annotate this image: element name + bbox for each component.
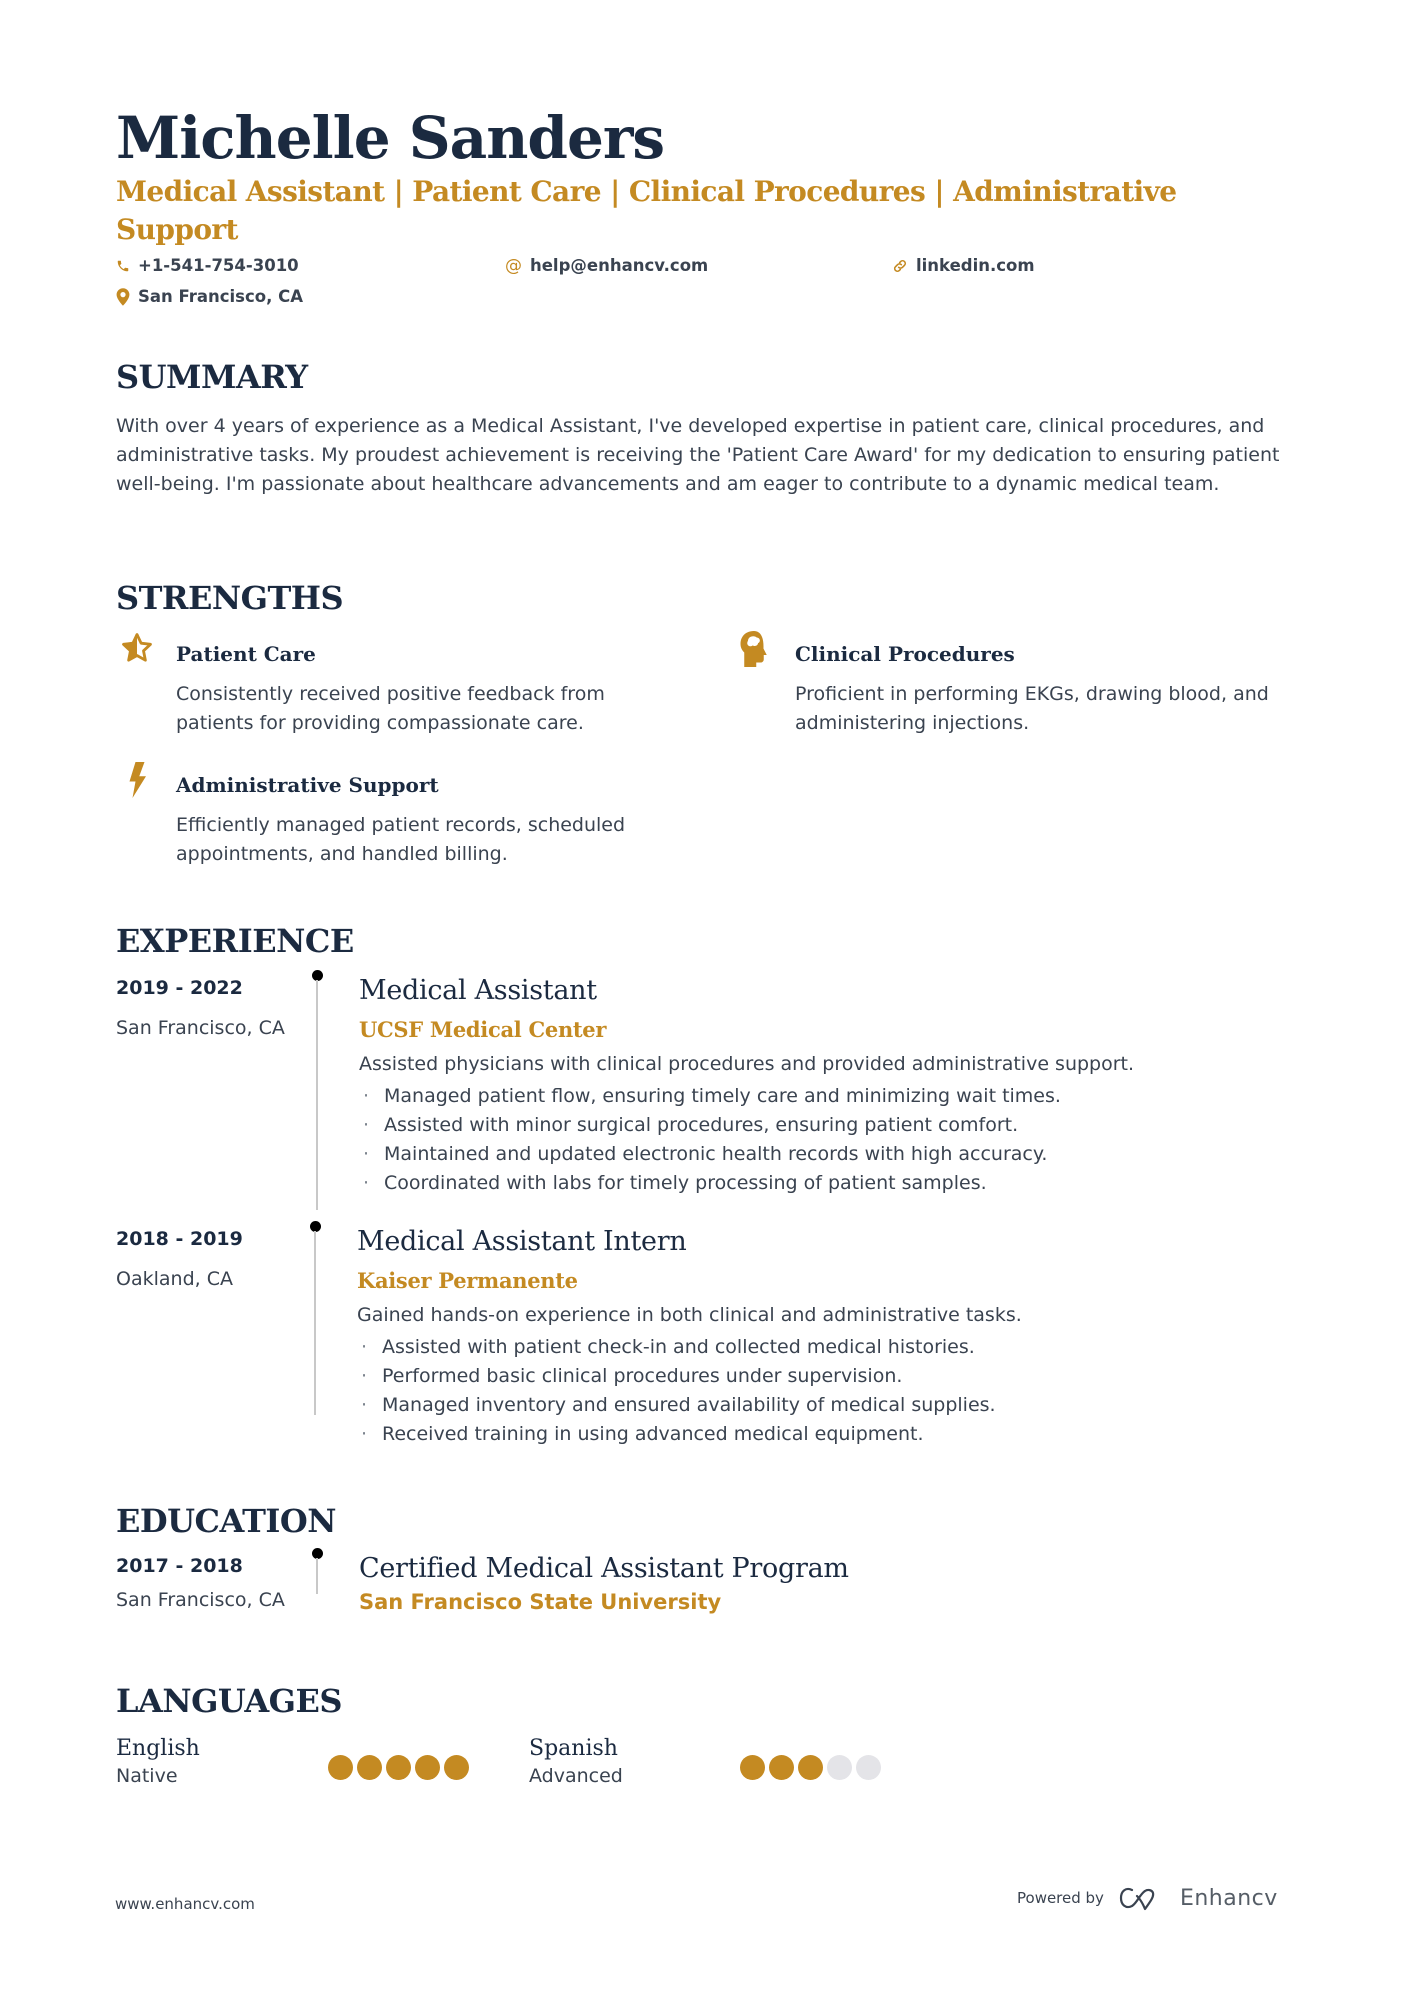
language-item [529,1735,929,1795]
job-bullet: · Maintained and updated electronic health records with high accuracy. [359,1140,1309,1169]
contact-linkedin[interactable] [892,256,1035,276]
job-role: Medical Assistant Intern [357,1226,687,1257]
link-icon [892,258,908,274]
phone-text: +1-541-754-3010 [138,256,299,275]
language-name: English [116,1736,200,1761]
rating-dot-filled [740,1755,765,1780]
job-dates: 2019 - 2022 [116,977,243,999]
at-icon: @ [505,256,522,276]
experience-heading: EXPERIENCE [116,922,354,960]
job-location: San Francisco, CA [116,1017,285,1039]
education-school: San Francisco State University [359,1590,722,1614]
job-bullet: · Managed patient flow, ensuring timely care and minimizing wait times. [359,1082,1309,1111]
language-level: Advanced [529,1765,623,1787]
location-text: San Francisco, CA [138,287,304,306]
powered-by-text: Powered by [1017,1889,1104,1907]
education-degree: Certified Medical Assistant Program [359,1553,849,1584]
rating-dot-filled [415,1755,440,1780]
summary-text: With over 4 years of experience as a Medical Assistant, I've developed expertise in patient care, clinical procedures, and administrative tasks. My proudest achievement is receiving the 'Patient Care Award' for my dedication to ensuring patient well-being. I'm passionate about healthcare advancements and am eager to contribute to a dynamic medical team. [116,415,1280,495]
enhancv-logo-icon [1118,1885,1166,1911]
contact-phone[interactable] [116,256,299,276]
half-star-icon [120,631,154,665]
job-bullet: · Managed inventory and ensured availability of medical supplies. [357,1391,1307,1420]
job-company: Kaiser Permanente [357,1268,578,1293]
job-bullet: · Assisted with patient check-in and collected medical histories. [357,1333,1307,1362]
email-text: help@enhancv.com [530,256,709,275]
footer-powered-by[interactable] [1017,1885,1278,1911]
contact-email[interactable] [505,256,708,276]
rating-dot-filled [798,1755,823,1780]
strengths-heading: STRENGTHS [116,579,344,617]
language-rating [740,1755,881,1780]
phone-icon [116,258,130,274]
timeline-line [316,1558,318,1594]
rating-dot-filled [357,1755,382,1780]
education-location: San Francisco, CA [116,1589,285,1611]
job-dates: 2018 - 2019 [116,1228,243,1250]
language-item [116,1735,516,1795]
headline: Medical Assistant | Patient Care | Clinical Procedures | Administrative Support [116,175,1177,246]
footer-website-link[interactable]: www.enhancv.com [115,1895,255,1913]
job-bullet: · Received training in using advanced medical equipment. [357,1420,1307,1449]
strength-title: Clinical Procedures [795,642,1015,666]
location-pin-icon [116,288,130,306]
strength-description: Efficiently managed patient records, scheduled appointments, and handled billing. [176,814,626,865]
job-description: Assisted physicians with clinical procedures and provided administrative support. [359,1053,1135,1075]
job-bullet: · Performed basic clinical procedures under supervision. [357,1362,1307,1391]
experience-item [116,970,1316,1210]
job-bullets [359,1082,1309,1198]
job-bullets [357,1333,1307,1449]
lightning-bolt-icon [126,762,148,798]
rating-dot-empty [827,1755,852,1780]
job-bullet: · Coordinated with labs for timely processing of patient samples. [359,1169,1309,1198]
head-brain-icon [739,631,769,667]
strength-title: Patient Care [176,642,316,666]
contact-location [116,287,303,307]
brand-name: Enhancv [1179,1885,1278,1911]
rating-dot-filled [328,1755,353,1780]
strength-description: Proficient in performing EKGs, drawing blood, and administering injections. [795,683,1269,734]
experience-item [116,1221,1316,1461]
job-company: UCSF Medical Center [359,1017,607,1042]
language-level: Native [116,1765,178,1787]
languages-heading: LANGUAGES [116,1682,342,1720]
education-heading: EDUCATION [116,1502,336,1540]
rating-dot-empty [856,1755,881,1780]
rating-dot-filled [386,1755,411,1780]
language-name: Spanish [529,1736,618,1761]
rating-dot-filled [444,1755,469,1780]
education-item [116,1548,1316,1628]
education-dates: 2017 - 2018 [116,1555,243,1577]
job-location: Oakland, CA [116,1268,233,1290]
timeline-line [316,980,318,1210]
candidate-name: Michelle Sanders [116,104,665,172]
job-description: Gained hands-on experience in both clinical and administrative tasks. [357,1304,1022,1326]
timeline-line [314,1231,316,1415]
job-bullet: · Assisted with minor surgical procedures, ensuring patient comfort. [359,1111,1309,1140]
language-rating [328,1755,469,1780]
strength-description: Consistently received positive feedback from patients for providing compassionate care. [176,683,605,734]
strength-title: Administrative Support [176,773,439,797]
rating-dot-filled [769,1755,794,1780]
linkedin-text: linkedin.com [916,256,1035,275]
summary-heading: SUMMARY [116,358,308,396]
job-role: Medical Assistant [359,975,597,1006]
